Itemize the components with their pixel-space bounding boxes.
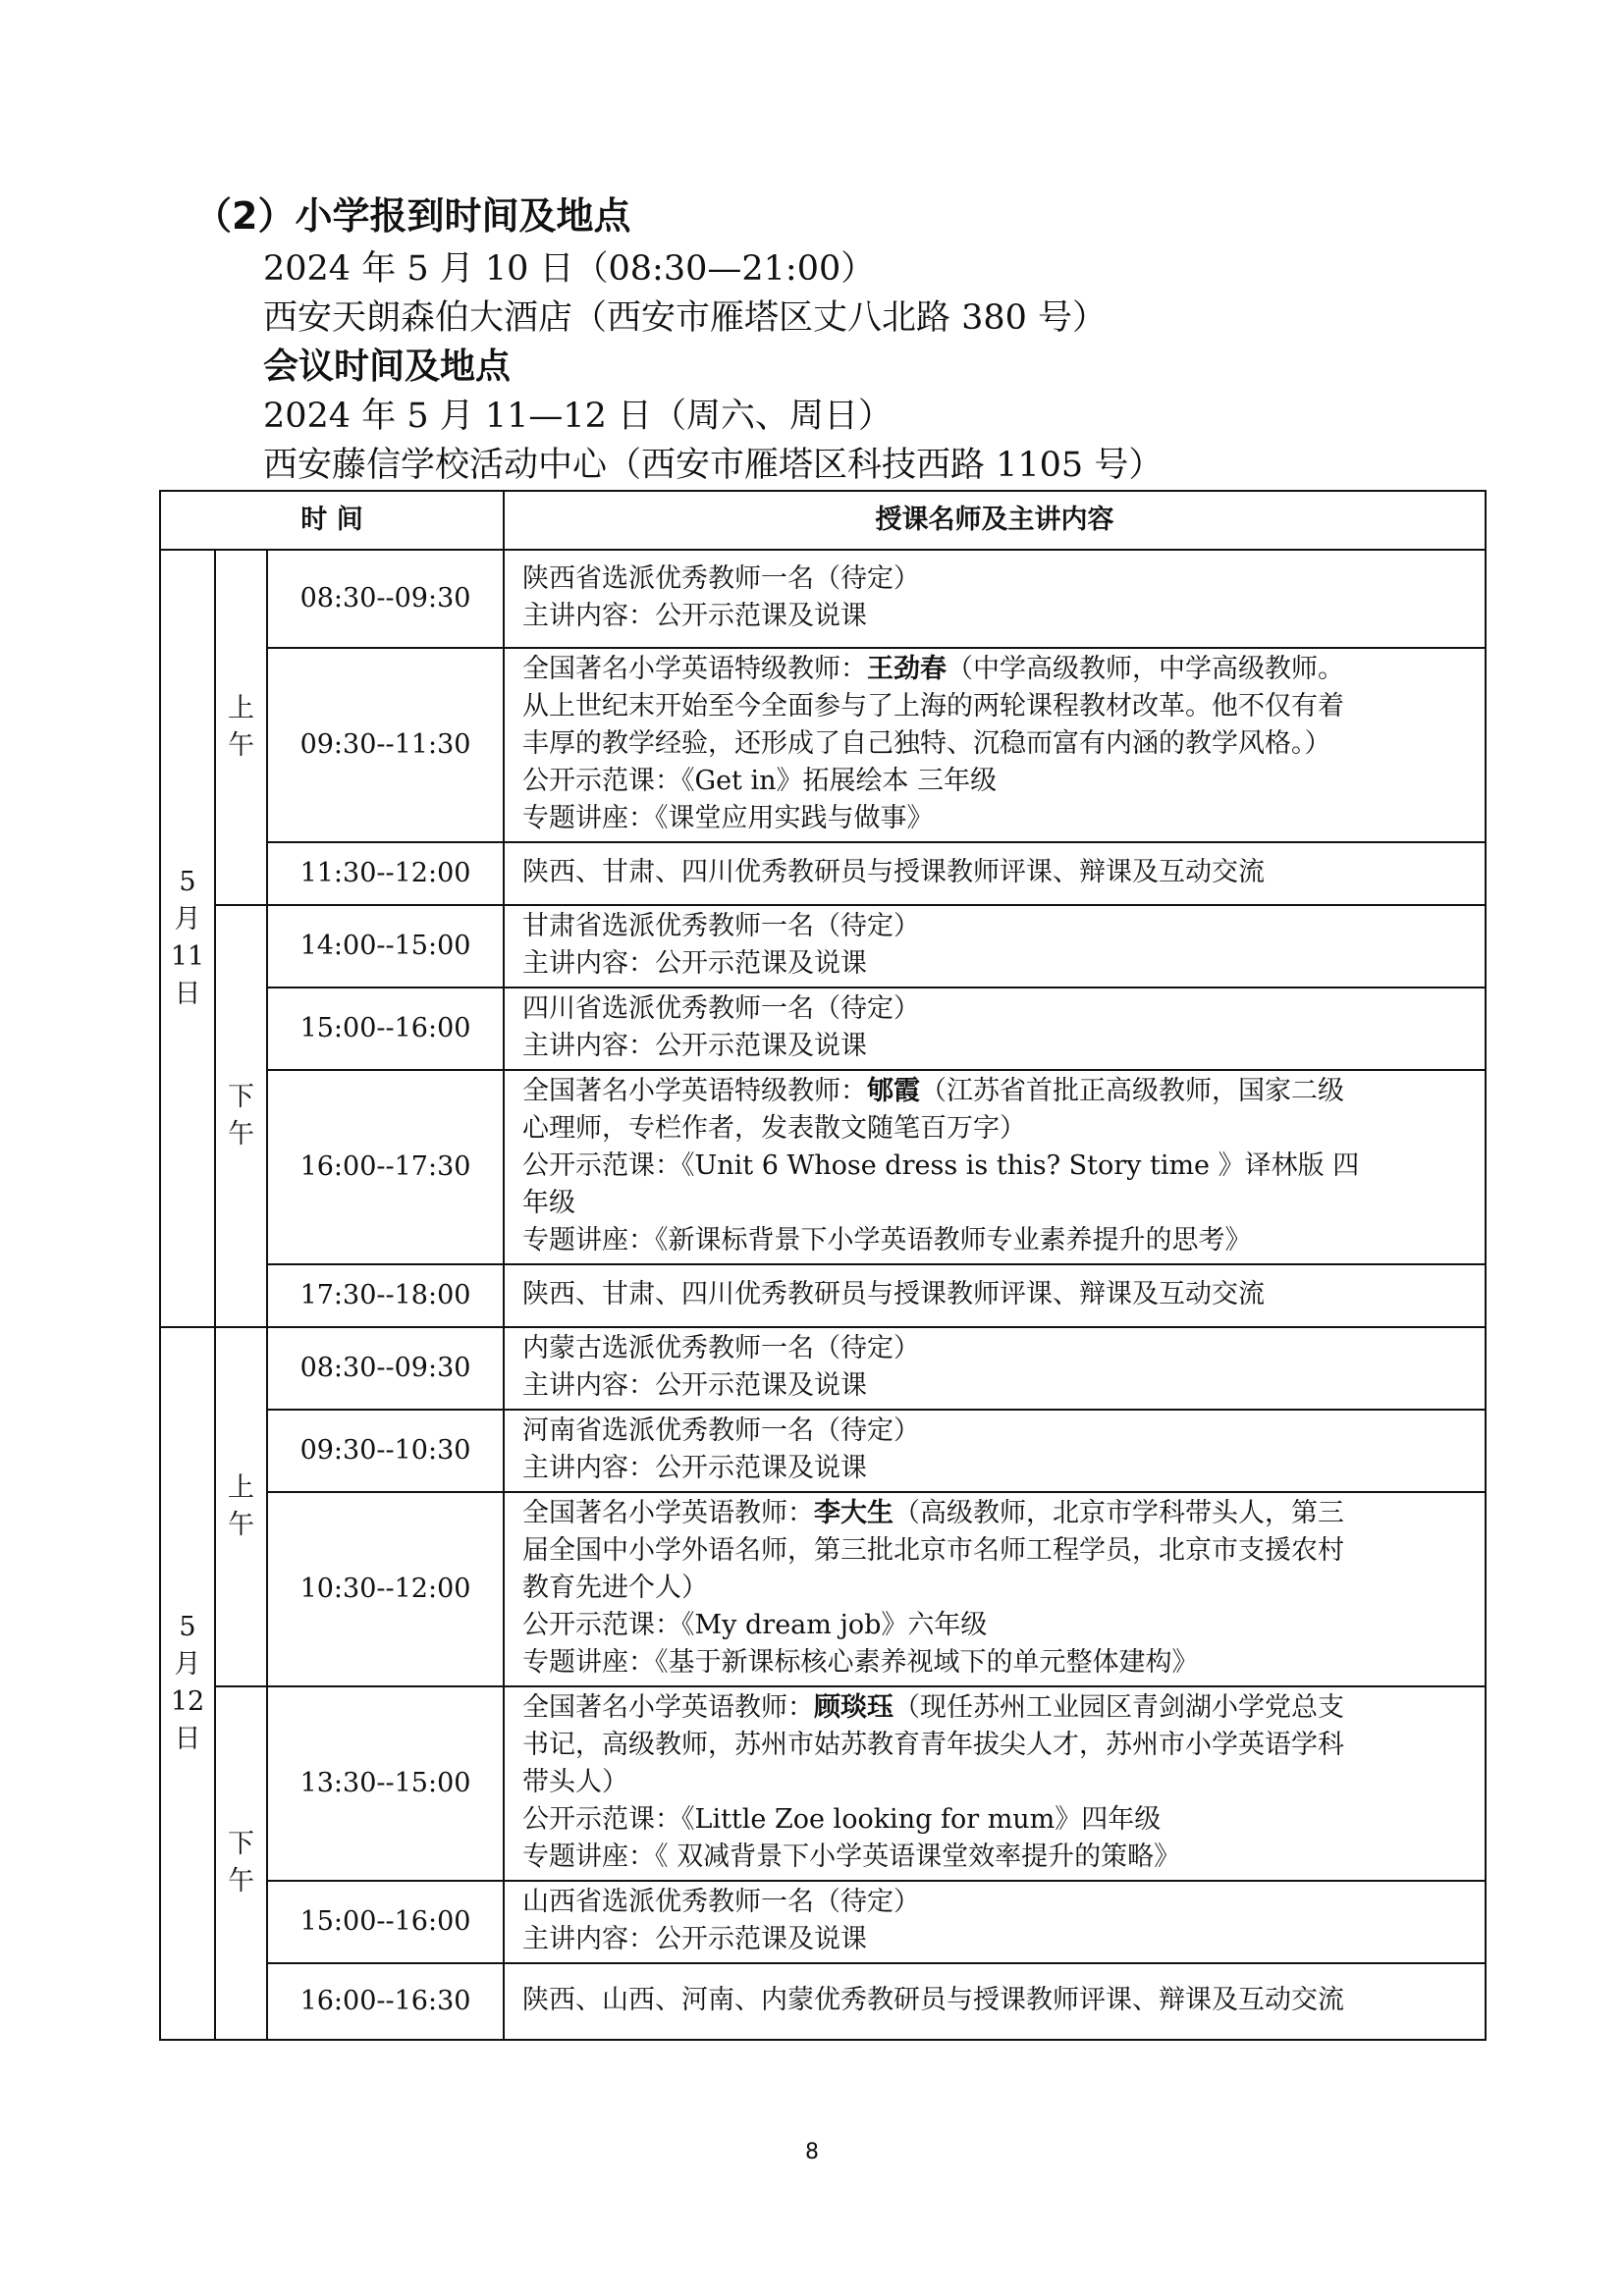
header-time: 时 间 (160, 491, 504, 550)
session-content: 全国著名小学英语教师：顾琰珏（现任苏州工业园区青剑湖小学党总支 书记，高级教师，苏州市姑苏教育青年拔尖人才，苏州市小学英语学科 带头人） 公开示范课：《Little Zoe looking for mum》四年级 专题讲座：《 双减背景下小学英语课堂效率提升的策略》 (504, 1686, 1486, 1881)
meeting-time: 2024 年 5 月 11—12 日（周六、周日） (263, 397, 893, 436)
session-time: 11:30--12:00 (267, 842, 504, 905)
session-content: 河南省选派优秀教师一名（待定） 主讲内容：公开示范课及说课 (504, 1410, 1486, 1492)
session-content: 全国著名小学英语教师：李大生（高级教师，北京市学科带头人，第三 届全国中小学外语名师，第三批北京市名师工程学员，北京市支援农村 教育先进个人） 公开示范课：《My dream job》六年级 专题讲座：《基于新课标核心素养视域下的单元整体建构》 (504, 1492, 1486, 1686)
meeting-heading: 会议时间及地点 (263, 347, 512, 387)
teacher-name: 郇霞 (867, 1076, 921, 1106)
session-time: 13:30--15:00 (267, 1686, 504, 1881)
session-time: 10:30--12:00 (267, 1492, 504, 1686)
session-content: 四川省选派优秀教师一名（待定） 主讲内容：公开示范课及说课 (504, 988, 1486, 1070)
session-time: 14:00--15:00 (267, 905, 504, 988)
registration-place: 西安天朗森伯大酒店（西安市雁塔区丈八北路 380 号） (263, 298, 1108, 338)
period-morning: 上 午 (215, 550, 267, 905)
session-content: 陕西、甘肃、四川优秀教研员与授课教师评课、辩课及互动交流 (504, 842, 1486, 905)
page-number: 8 (805, 2140, 819, 2164)
period-afternoon: 下 午 (215, 905, 267, 1327)
registration-time: 2024 年 5 月 10 日（08:30—21:00） (263, 249, 876, 289)
period-afternoon: 下 午 (215, 1686, 267, 2040)
session-time: 15:00--16:00 (267, 1881, 504, 1963)
day-label-may12: 5 月 12 日 (160, 1327, 215, 2040)
session-time: 08:30--09:30 (267, 550, 504, 648)
day-label-may11: 5 月 11 日 (160, 550, 215, 1327)
session-time: 09:30--11:30 (267, 648, 504, 842)
session-content: 陕西、甘肃、四川优秀教研员与授课教师评课、辩课及互动交流 (504, 1264, 1486, 1327)
teacher-name: 王劲春 (867, 654, 947, 684)
session-time: 15:00--16:00 (267, 988, 504, 1070)
teacher-name: 李大生 (814, 1498, 894, 1528)
session-time: 17:30--18:00 (267, 1264, 504, 1327)
session-time: 09:30--10:30 (267, 1410, 504, 1492)
header-content: 授课名师及主讲内容 (504, 491, 1486, 550)
meeting-place: 西安藤信学校活动中心（西安市雁塔区科技西路 1105 号） (263, 446, 1164, 485)
session-content: 全国著名小学英语特级教师：郇霞（江苏省首批正高级教师，国家二级 心理师，专栏作者，发表散文随笔百万字） 公开示范课：《Unit 6 Whose dress is this? Story time 》译林版 四 年级 专题讲座：《新课标背景下小学英语教师专业素养提升的思考》 (504, 1070, 1486, 1264)
session-time: 16:00--17:30 (267, 1070, 504, 1264)
period-morning: 上 午 (215, 1327, 267, 1686)
session-content: 全国著名小学英语特级教师：王劲春（中学高级教师，中学高级教师。 从上世纪末开始至今全面参与了上海的两轮课程教材改革。他不仅有着 丰厚的教学经验，还形成了自己独特、沉稳而富有内涵的教学风格。） 公开示范课：《Get in》拓展绘本 三年级 专题讲座：《课堂应用实践与做事》 (504, 648, 1486, 842)
session-content: 陕西、山西、河南、内蒙优秀教研员与授课教师评课、辩课及互动交流 (504, 1963, 1486, 2040)
section-heading: （2）小学报到时间及地点 (194, 194, 631, 238)
session-time: 08:30--09:30 (267, 1327, 504, 1410)
schedule-table (159, 490, 1487, 2041)
session-content: 甘肃省选派优秀教师一名（待定） 主讲内容：公开示范课及说课 (504, 905, 1486, 988)
session-content: 陕西省选派优秀教师一名（待定） 主讲内容：公开示范课及说课 (504, 550, 1486, 648)
session-content: 内蒙古选派优秀教师一名（待定） 主讲内容：公开示范课及说课 (504, 1327, 1486, 1410)
teacher-name: 顾琰珏 (814, 1692, 894, 1723)
session-content: 山西省选派优秀教师一名（待定） 主讲内容：公开示范课及说课 (504, 1881, 1486, 1963)
session-time: 16:00--16:30 (267, 1963, 504, 2040)
